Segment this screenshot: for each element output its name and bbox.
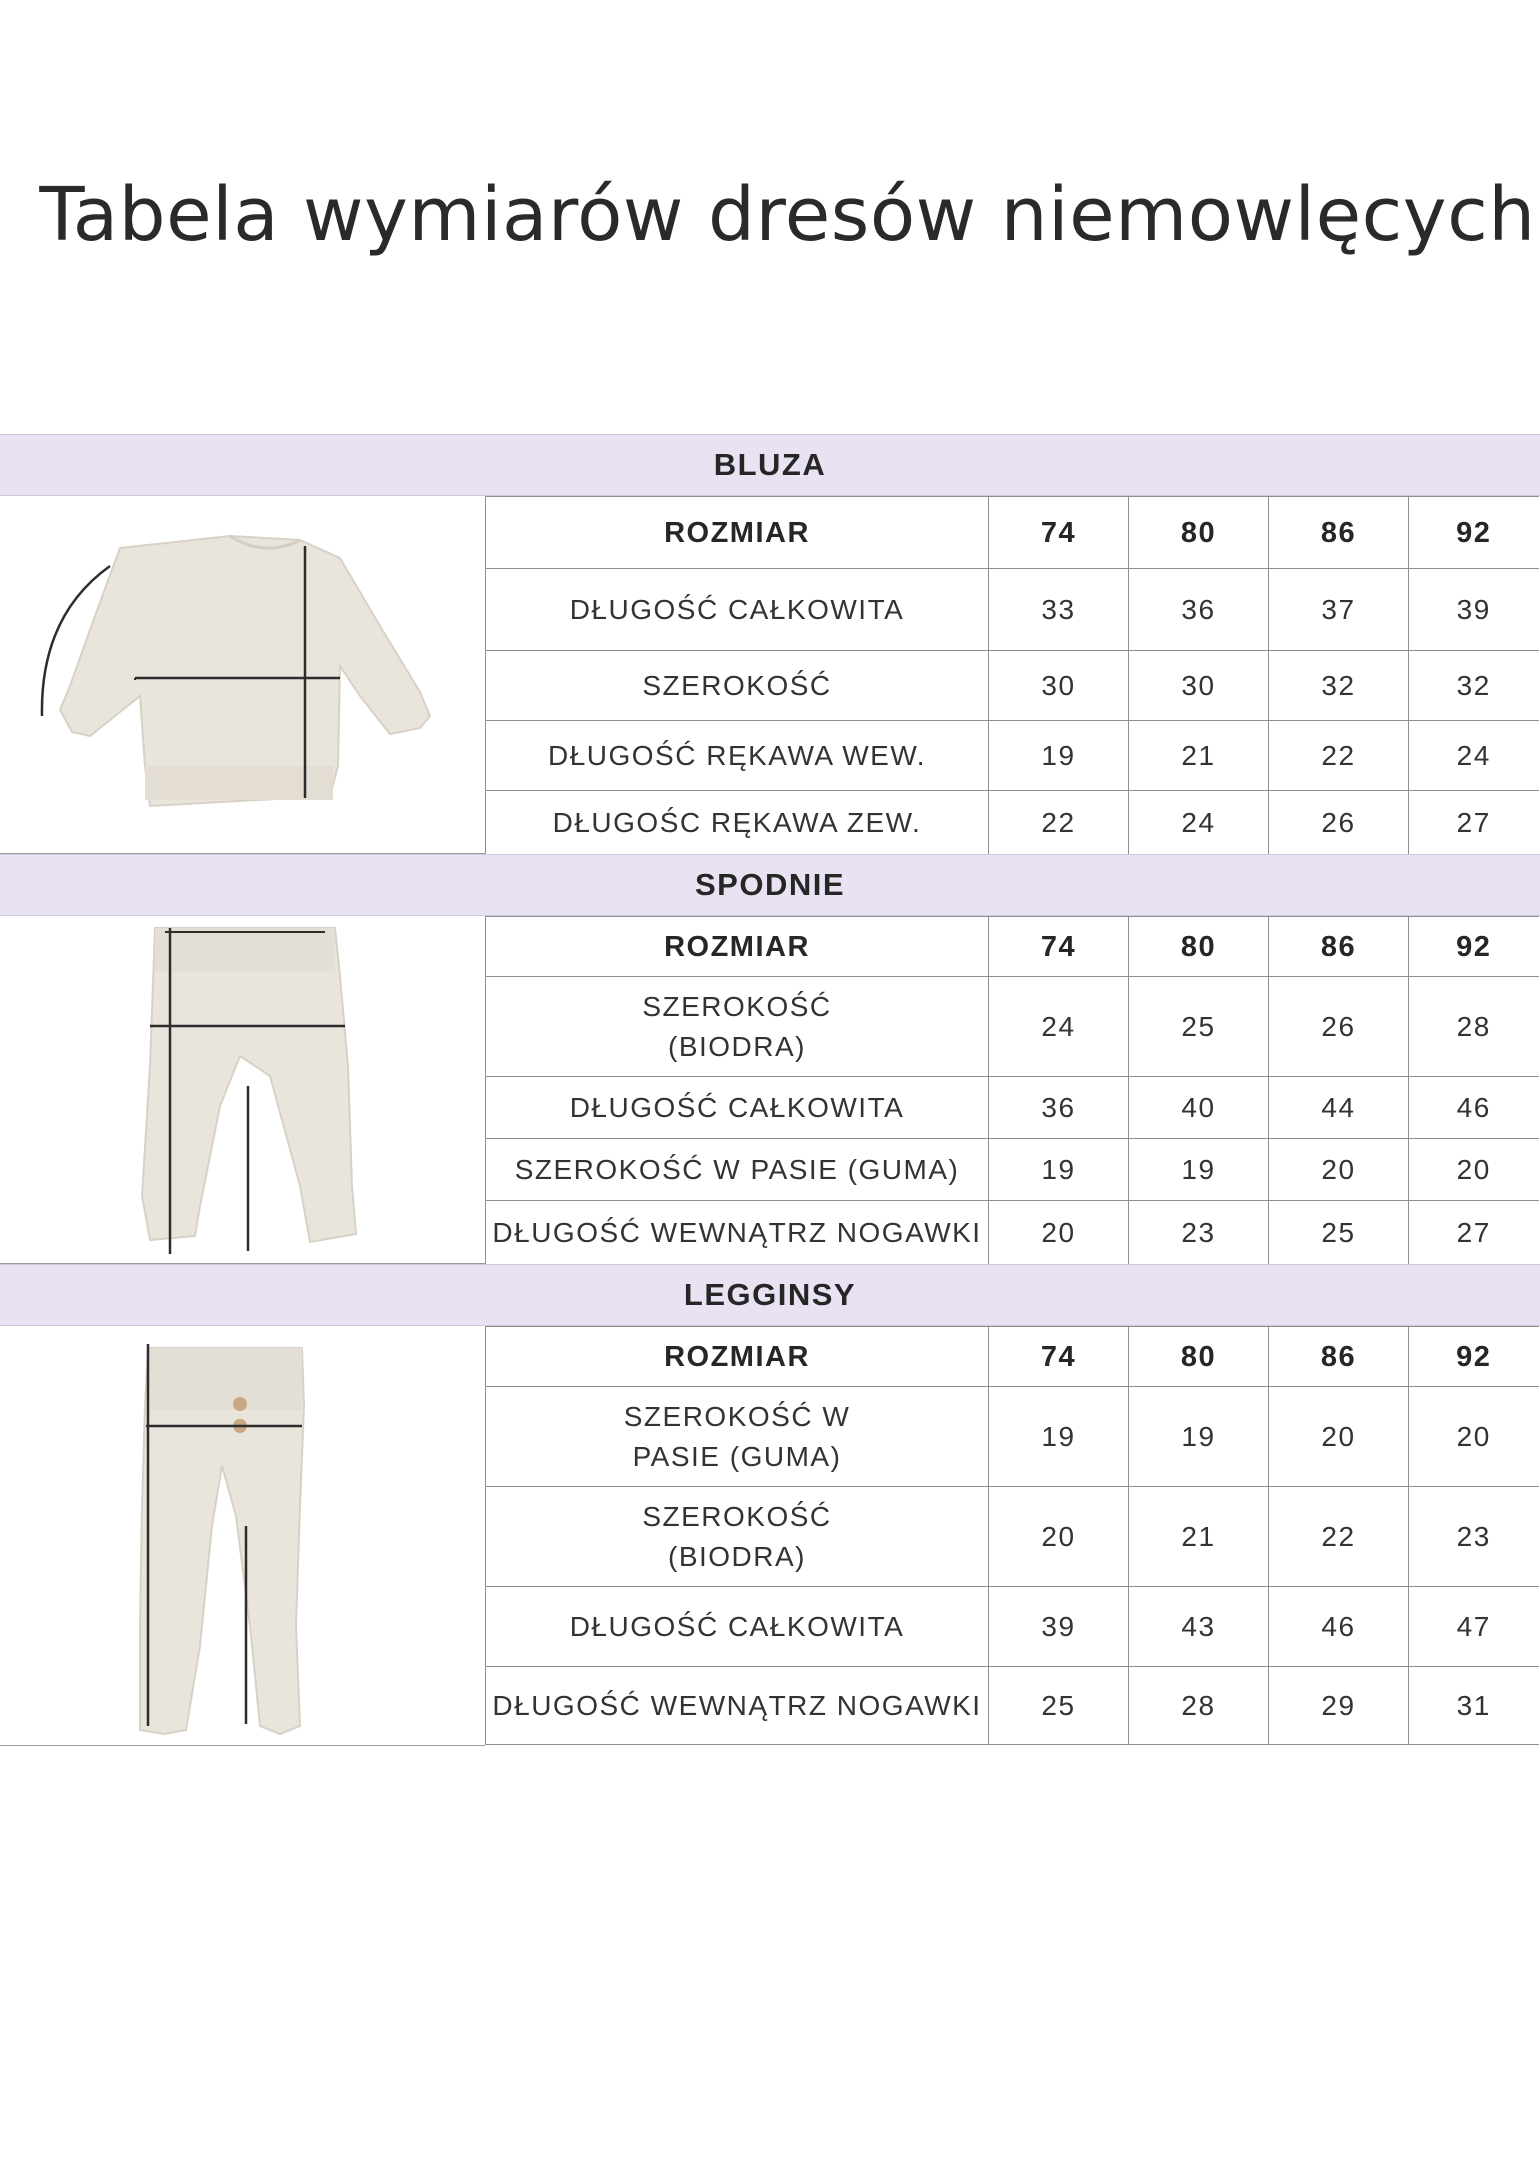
row-label-text: SZEROKOŚĆ W PASIE (GUMA) — [623, 1400, 851, 1472]
value-cell: 30 — [1129, 651, 1269, 721]
header-cell: ROZMIAR — [486, 917, 989, 977]
value-cell: 24 — [1129, 791, 1269, 855]
value-cell: 19 — [1129, 1139, 1269, 1201]
table-header-row — [486, 1327, 1539, 1387]
value-cell: 43 — [1129, 1587, 1269, 1667]
size-table-legginsy — [485, 1326, 1539, 1745]
header-cell: ROZMIAR — [486, 497, 989, 569]
header-cell: 74 — [989, 497, 1129, 569]
value-cell: 27 — [1409, 791, 1539, 855]
value-cell: 21 — [1129, 1487, 1269, 1587]
value-cell: 19 — [1129, 1387, 1269, 1487]
value-cell: 20 — [989, 1487, 1129, 1587]
table-row — [486, 1201, 1539, 1265]
value-cell: 28 — [1409, 977, 1539, 1077]
value-cell: 26 — [1269, 977, 1409, 1077]
row-label: DŁUGOŚĆ CAŁKOWITA — [486, 569, 989, 651]
value-cell: 25 — [989, 1667, 1129, 1745]
value-cell: 25 — [1129, 977, 1269, 1077]
table-row — [486, 1139, 1539, 1201]
row-label: SZEROKOŚĆ W PASIE (GUMA) — [486, 1139, 989, 1201]
value-cell: 32 — [1409, 651, 1539, 721]
value-cell: 20 — [989, 1201, 1129, 1265]
table-row — [486, 651, 1539, 721]
row-label-text: SZEROKOŚĆ (BIODRA) — [642, 1500, 832, 1572]
value-cell: 19 — [989, 1387, 1129, 1487]
value-cell: 32 — [1269, 651, 1409, 721]
table-row — [486, 1487, 1539, 1587]
row-label-text: SZEROKOŚĆ (BIODRA) — [642, 990, 832, 1062]
table-row — [486, 569, 1539, 651]
row-label: DŁUGOŚĆ CAŁKOWITA — [486, 1077, 989, 1139]
row-label — [486, 1487, 989, 1587]
header-cell: 80 — [1129, 497, 1269, 569]
section-header-bluza: BLUZA — [0, 434, 1540, 496]
table-header-row — [486, 917, 1539, 977]
value-cell: 37 — [1269, 569, 1409, 651]
leggings-illustration — [0, 1326, 485, 1746]
value-cell: 36 — [1129, 569, 1269, 651]
value-cell: 24 — [1409, 721, 1539, 791]
value-cell: 39 — [1409, 569, 1539, 651]
value-cell: 23 — [1409, 1487, 1539, 1587]
table-row — [486, 1077, 1539, 1139]
value-cell: 25 — [1269, 1201, 1409, 1265]
value-cell: 47 — [1409, 1587, 1539, 1667]
row-label — [486, 1387, 989, 1487]
row-label: DŁUGOŚĆ CAŁKOWITA — [486, 1587, 989, 1667]
value-cell: 29 — [1269, 1667, 1409, 1745]
value-cell: 26 — [1269, 791, 1409, 855]
row-label: DŁUGOŚĆ RĘKAWA WEW. — [486, 721, 989, 791]
table-row — [486, 1667, 1539, 1745]
header-cell: 86 — [1269, 917, 1409, 977]
size-table-spodnie — [485, 916, 1539, 1265]
row-label — [486, 977, 989, 1077]
value-cell: 22 — [1269, 1487, 1409, 1587]
value-cell: 46 — [1409, 1077, 1539, 1139]
value-cell: 27 — [1409, 1201, 1539, 1265]
header-cell: 86 — [1269, 497, 1409, 569]
table-header-row — [486, 497, 1539, 569]
value-cell: 31 — [1409, 1667, 1539, 1745]
row-label: DŁUGOŚC RĘKAWA ZEW. — [486, 791, 989, 855]
page-title: Tabela wymiarów dresów niemowlęcych — [39, 172, 1536, 258]
header-cell: 92 — [1409, 917, 1539, 977]
value-cell: 23 — [1129, 1201, 1269, 1265]
value-cell: 28 — [1129, 1667, 1269, 1745]
header-cell: 80 — [1129, 917, 1269, 977]
header-cell: 92 — [1409, 497, 1539, 569]
header-cell: ROZMIAR — [486, 1327, 989, 1387]
value-cell: 40 — [1129, 1077, 1269, 1139]
value-cell: 20 — [1409, 1387, 1539, 1487]
row-label: DŁUGOŚĆ WEWNĄTRZ NOGAWKI — [486, 1667, 989, 1745]
table-row — [486, 791, 1539, 855]
sweatshirt-illustration — [0, 496, 485, 854]
value-cell: 30 — [989, 651, 1129, 721]
value-cell: 24 — [989, 977, 1129, 1077]
value-cell: 19 — [989, 1139, 1129, 1201]
value-cell: 33 — [989, 569, 1129, 651]
table-row — [486, 721, 1539, 791]
row-label: DŁUGOŚĆ WEWNĄTRZ NOGAWKI — [486, 1201, 989, 1265]
value-cell: 22 — [1269, 721, 1409, 791]
section-header-legginsy: LEGGINSY — [0, 1264, 1540, 1326]
header-cell: 86 — [1269, 1327, 1409, 1387]
value-cell: 46 — [1269, 1587, 1409, 1667]
header-cell: 74 — [989, 917, 1129, 977]
value-cell: 36 — [989, 1077, 1129, 1139]
row-label: SZEROKOŚĆ — [486, 651, 989, 721]
pants-illustration — [0, 916, 485, 1264]
value-cell: 20 — [1409, 1139, 1539, 1201]
header-cell: 74 — [989, 1327, 1129, 1387]
header-cell: 92 — [1409, 1327, 1539, 1387]
size-table-bluza — [485, 496, 1539, 855]
section-header-spodnie: SPODNIE — [0, 854, 1540, 916]
header-cell: 80 — [1129, 1327, 1269, 1387]
table-row — [486, 1587, 1539, 1667]
value-cell: 39 — [989, 1587, 1129, 1667]
table-row — [486, 1387, 1539, 1487]
value-cell: 44 — [1269, 1077, 1409, 1139]
table-row — [486, 977, 1539, 1077]
value-cell: 20 — [1269, 1139, 1409, 1201]
value-cell: 20 — [1269, 1387, 1409, 1487]
value-cell: 19 — [989, 721, 1129, 791]
value-cell: 22 — [989, 791, 1129, 855]
value-cell: 21 — [1129, 721, 1269, 791]
